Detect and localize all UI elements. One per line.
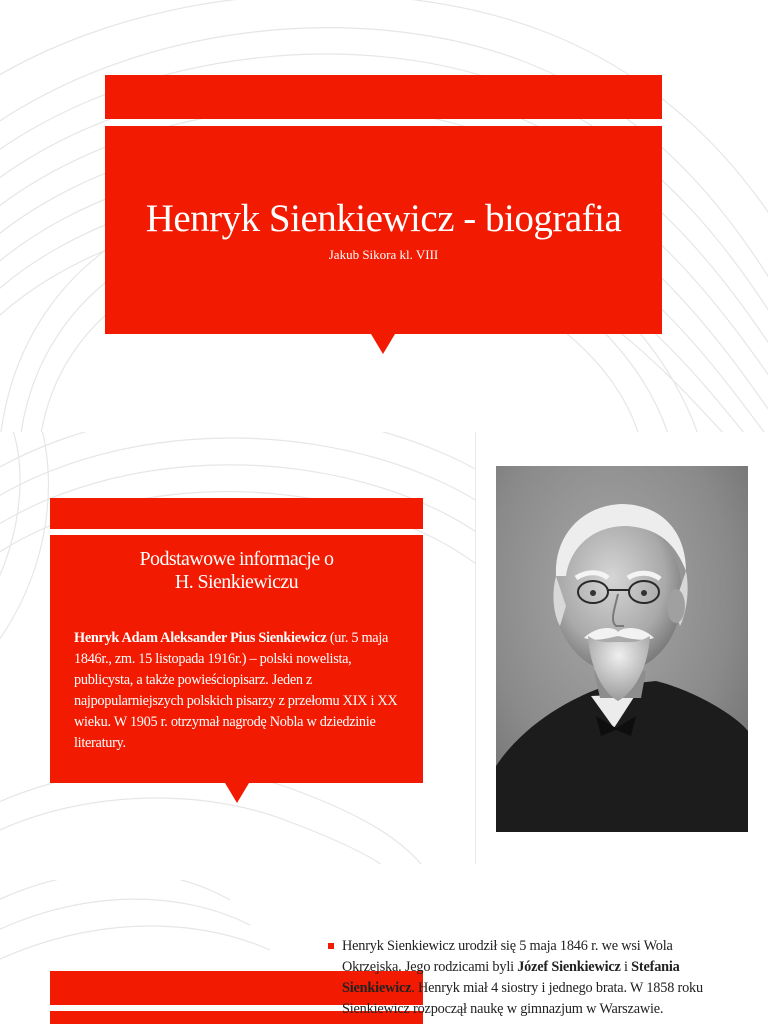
info-heading-line2: H. Sienkiewiczu [174, 571, 299, 593]
title-accent-strip [105, 75, 662, 119]
title-box [105, 126, 662, 334]
title-slide [0, 0, 768, 432]
bullet-square-icon [328, 943, 334, 949]
bullet-text: Henryk Sienkiewicz urodził się 5 maja 1846 r. we wsi Wola Okrzejska. Jego rodzicami byli [342, 938, 673, 975]
biography-list [326, 936, 716, 1020]
presentation-subtitle: Jakub Sikora kl. VIII [328, 247, 439, 262]
mother-name: Stefania Sienkiewicz [342, 959, 680, 996]
bullet-text: i [620, 959, 632, 975]
father-name: Józef Sienkiewicz [517, 959, 621, 975]
info-accent-strip [50, 498, 423, 529]
info-body-text: (ur. 5 maja 1846r., zm. 15 listopada 1916r.) – polski nowelista, publicysta, a także powieściopisarz. Jeden z najpopularniejszych polskich pisarzy z przełomu XIX i XX wieku. W 1905 r. otrzymał nagrodę Nobla w dziedzinie literatury. [74, 630, 398, 751]
info-heading [50, 548, 423, 594]
biography-slide [0, 880, 768, 1024]
full-name: Henryk Adam Aleksander Pius Sienkiewicz [74, 630, 327, 646]
list-item [326, 936, 716, 1020]
info-body [74, 628, 401, 754]
info-box-pointer [225, 783, 249, 803]
bullet-text: . Henryk miał 4 siostry i jednego brata. W 1858 roku Sienkiewicz rozpoczął naukę w gimnazjum w Warszawie. [342, 980, 703, 1017]
info-slide [0, 432, 768, 864]
presentation-title: Henryk Sienkiewicz - biografia [145, 197, 622, 240]
portrait-photo [496, 466, 748, 832]
title-box-pointer [371, 334, 395, 354]
info-heading-line1: Podstawowe informacje o [139, 548, 334, 570]
info-box [50, 535, 423, 783]
